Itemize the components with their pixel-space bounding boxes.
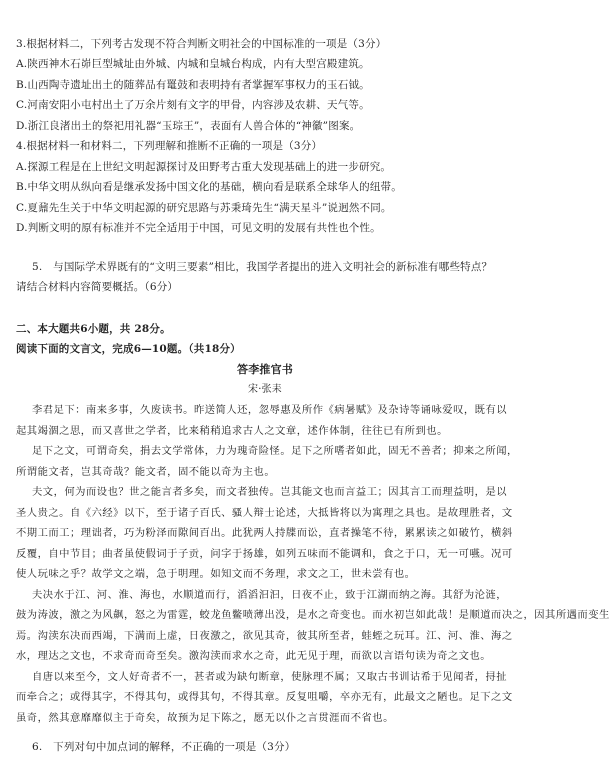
passage-line: 夫决水于江、河、淮、海也，水顺道而行，滔滔汩汩，日夜不止，致于江湖而纳之海。其舒为沦涟， <box>32 589 508 601</box>
passage-line: 所谓能文者，岂其奇哉？能文者，固不能以奇为主也。 <box>16 466 276 478</box>
passage-line: 焉。沟渎东决而西竭，下满而上虚，日夜激之，欲见其奇，彼其所至者，蛙蛭之玩耳。江、河、淮、海之 <box>16 630 513 642</box>
q3-option-d: D.浙江良渚出土的祭祀用礼器“玉琮王”，表面有人兽合体的“神徽”图案。 <box>16 120 361 132</box>
q4-option-b: B.中华文明从纵向看是继承发扬中国文化的基础，横向看是联系全球华人的纽带。 <box>16 181 402 193</box>
q3-option-b: B.山西陶寺遗址出土的随葬品有鼍鼓和表明持有者掌握军事权力的玉石钺。 <box>16 79 370 91</box>
passage-author: 宋·张耒 <box>248 384 282 395</box>
passage-line: 足下之文，可谓奇矣，捐去文学常体，力为瑰奇险怪。足下之所嗜者如此，固无不善者；抑来之所闻， <box>32 445 518 457</box>
passage-line: 起其竭涸之思，而又喜世之学者，比来稍稍追求古人之文章，述作体制，往往已有所到也。 <box>16 425 448 437</box>
passage-line: 不期工而工；理诎者，巧为粉泽而隙间百出。此犹两人持牒而讼，直者操笔不待，累累读之如破竹，横斜 <box>16 527 513 539</box>
q3-stem: 3.根据材料二，下列考古发现不符合判断文明社会的中国标准的一项是（3分） <box>16 38 387 50</box>
passage-line: 水，理达之文也，不求奇而奇至矣。激沟渎而求水之奇，此无见于理，而欲以言语句读为奇之文也。 <box>16 650 492 662</box>
q4-option-d: D.判断文明的原有标准并不完全适用于中国，可见文明的发展有共性也个性。 <box>16 222 381 234</box>
q5-line-1: 5. 与国际学术界既有的“文明三要素”相比，我国学者提出的进入文明社会的新标准有哪些特点？ <box>32 261 493 273</box>
passage-line: 自唐以来至今，文人好奇者不一，甚者或为缺句断章，使脉理不属；又取古书训诂希于见闻者，挦扯 <box>32 671 508 683</box>
section-heading: 二、本大题共6小题，共 28分。 <box>16 323 171 335</box>
passage-line: 虽奇，然其意靡靡似主于奇矣，故预为足下陈之，愿无以仆之言贯涯而不省也。 <box>16 712 394 724</box>
passage-title: 答李推官书 <box>237 363 293 376</box>
q4-option-a: A.探源工程是在上世纪文明起源探讨及田野考古重大发现基础上的进一步研究。 <box>16 161 392 173</box>
q3-option-c: C.河南安阳小屯村出土了万余片刻有文字的甲骨，内容涉及农耕、天气等。 <box>16 99 370 111</box>
passage-line: 夫文，何为而设也？世之能言者多矣，而文者独传。岂其能文也而言益工；因其言工而理益明，是以 <box>32 486 508 498</box>
q3-option-a: A.陕西神木石峁巨型城址由外城、内城和皇城台构成，内有大型宫殿建筑。 <box>16 58 370 70</box>
q4-option-c: C.夏鼐先生关于中华文明起源的研究思路与苏秉琦先生“满天星斗”说迥然不同。 <box>16 202 392 214</box>
q5-line-2: 请结合材料内容简要概括。（6分） <box>16 281 179 293</box>
passage-line: 而牵合之；或得其字，不得其句，或得其句，不得其章。反复咀嚼，卒亦无有，此最文之陋也。足下之文 <box>16 691 513 703</box>
passage-line: 反覆，自中节目；曲者虽使假词于子贡，问字于扬雄，如列五味而不能调和，食之于口，无一可嚥。况可 <box>16 548 513 560</box>
passage-line: 李君足下：南来多事，久废读书。昨送简人还，忽辱惠及所作《病暑赋》及杂诗等诵咏爱叹，既有以 <box>32 404 508 416</box>
section-instruction: 阅读下面的文言文，完成6—10题。（共18分） <box>16 343 241 355</box>
q4-stem: 4.根据材料一和材料二，下列理解和推断不正确的一项是（3分） <box>16 140 323 152</box>
q6-stem: 6. 下列对句中加点词的解释，不正确的一项是（3分） <box>32 741 296 753</box>
passage-line: 圣人贵之。自《六经》以下，至于诸子百氏、骚人辩士论述，大抵皆将以为寓理之具也。是故理胜者，文 <box>16 507 513 519</box>
passage-line: 使人玩味之乎？故学文之端，急于明理。如知文而不务理，求文之工，世未尝有也。 <box>16 568 416 580</box>
passage-line: 鼓为涛波，激之为风飙，怒之为雷霆，蛟龙鱼鳖喷薄出没，是水之奇变也。而水初岂如此哉！是顺道而决之，因其所遇而变生 <box>16 609 610 621</box>
